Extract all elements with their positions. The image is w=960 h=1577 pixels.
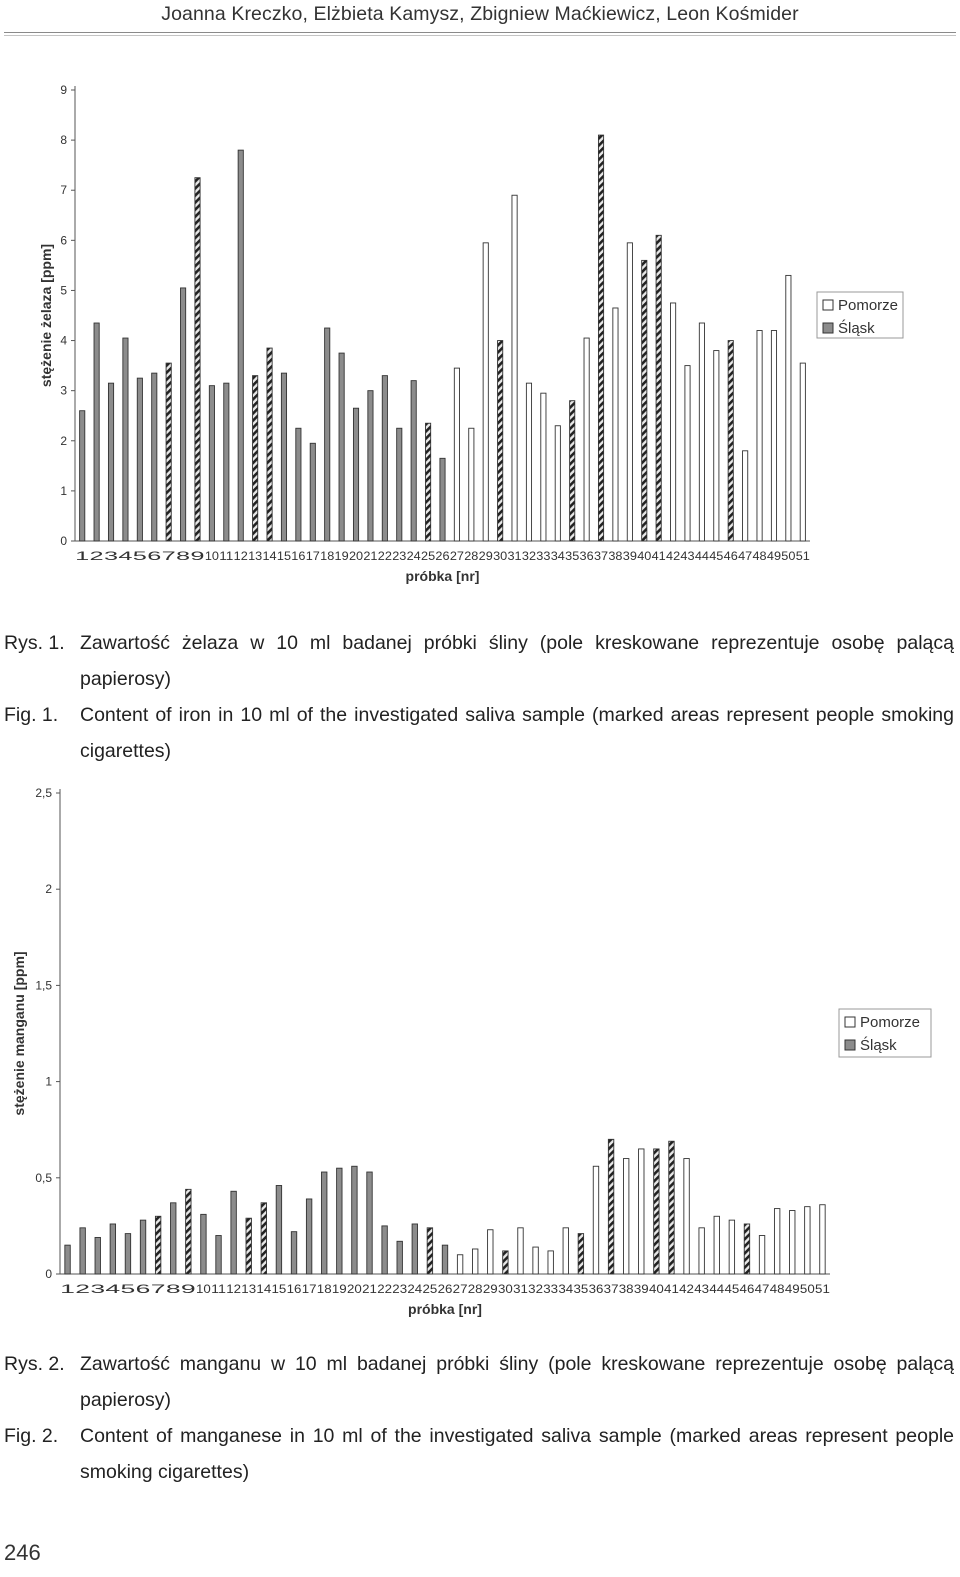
bar-sample-27: [457, 1255, 462, 1274]
x-tick-label: 26: [437, 1284, 453, 1296]
x-tick-label: 40: [637, 551, 652, 563]
x-tick-label: 1: [60, 1284, 75, 1296]
y-tick-label: 0: [45, 1267, 52, 1281]
x-tick-label: 48: [769, 1284, 785, 1296]
bar-sample-44: [714, 1216, 719, 1274]
x-tick-label: 9: [190, 551, 205, 563]
bar-sample-38: [613, 308, 618, 541]
bar-sample-24: [412, 1224, 417, 1274]
x-tick-label: 32: [521, 551, 537, 563]
bar-sample-41: [656, 235, 661, 541]
bar-sample-21: [368, 391, 373, 541]
figure1-caption: [4, 625, 954, 769]
x-tick-label: 15: [276, 551, 292, 563]
y-tick-label: 5: [60, 283, 67, 298]
figure2-caption: [4, 1346, 954, 1490]
x-tick-label: 44: [694, 551, 710, 563]
bar-sample-6: [140, 1220, 145, 1274]
x-tick-label: 33: [536, 551, 551, 563]
legend-label: Pomorze: [860, 1014, 921, 1031]
bar-sample-37: [608, 1139, 613, 1274]
x-tick-label: 8: [165, 1284, 181, 1296]
x-tick-label: 20: [347, 1284, 362, 1296]
rys2-label: Rys. 2.: [4, 1353, 65, 1375]
y-tick-label: 1: [45, 1074, 52, 1089]
x-tick-label: 26: [435, 551, 450, 563]
x-tick-label: 23: [392, 551, 407, 563]
y-tick-label: 7: [60, 183, 67, 198]
x-tick-label: 24: [407, 1284, 423, 1296]
x-tick-label: 12: [226, 1284, 242, 1296]
bar-sample-50: [786, 275, 791, 541]
x-tick-label: 50: [799, 1284, 815, 1296]
x-tick-label: 6: [135, 1284, 151, 1296]
bar-sample-7: [155, 1216, 160, 1274]
bar-sample-14: [261, 1203, 266, 1274]
x-tick-label: 35: [573, 1284, 589, 1296]
y-tick-label: 2: [45, 882, 52, 897]
bar-sample-45: [714, 351, 719, 541]
x-tick-label: 42: [666, 551, 681, 563]
x-tick-label: 22: [377, 1284, 393, 1296]
bar-sample-34: [563, 1228, 568, 1274]
x-tick-label: 23: [392, 1284, 408, 1296]
x-tick-label: 17: [301, 1284, 317, 1296]
legend-label: Śląsk: [838, 320, 875, 337]
x-tick-label: 11: [219, 551, 234, 563]
bar-sample-34: [555, 426, 560, 541]
legend-swatch-p: [845, 1017, 855, 1027]
x-tick-label: 48: [752, 551, 767, 563]
x-tick-label: 10: [196, 1284, 211, 1296]
bar-sample-32: [526, 383, 531, 541]
x-tick-label: 2: [89, 551, 104, 563]
bar-sample-30: [503, 1251, 508, 1274]
x-tick-label: 14: [262, 551, 278, 563]
bar-sample-45: [729, 1220, 734, 1274]
x-tick-label: 1: [75, 551, 90, 563]
x-tick-label: 33: [543, 1284, 559, 1296]
y-tick-label: 1,5: [35, 978, 52, 993]
x-tick-label: 4: [118, 551, 134, 563]
rys2-text: Zawartość manganu w 10 ml badanej próbki śliny (pole kreskowane reprezentuje osobę palącą papierosy): [80, 1353, 954, 1411]
x-tick-label: 3: [103, 551, 119, 563]
bar-sample-13: [253, 376, 258, 541]
x-tick-label: 7: [161, 551, 176, 563]
bar-sample-1: [65, 1245, 70, 1274]
bar-sample-15: [281, 373, 286, 541]
bar-sample-49: [771, 331, 776, 541]
bar-sample-11: [224, 383, 229, 541]
y-tick-label: 2,5: [35, 786, 52, 800]
x-tick-label: 24: [406, 551, 422, 563]
x-tick-label: 27: [452, 1284, 468, 1296]
x-tick-label: 27: [449, 551, 464, 563]
x-tick-label: 30: [493, 551, 508, 563]
bar-sample-40: [642, 260, 647, 541]
bar-sample-33: [541, 393, 546, 541]
x-axis-title: próbka [nr]: [405, 568, 480, 584]
x-tick-label: 15: [271, 1284, 287, 1296]
bar-sample-16: [291, 1232, 296, 1274]
bar-sample-5: [137, 378, 142, 541]
bar-sample-10: [201, 1214, 206, 1274]
bar-sample-17: [306, 1199, 311, 1274]
bar-sample-47: [759, 1236, 764, 1274]
x-tick-label: 34: [558, 1284, 574, 1296]
legend: [817, 292, 903, 338]
x-tick-label: 2: [75, 1284, 91, 1296]
x-tick-label: 39: [622, 551, 637, 563]
x-tick-label: 41: [664, 1284, 679, 1296]
y-tick-label: 0: [60, 534, 67, 548]
bar-sample-2: [80, 1228, 85, 1274]
bar-sample-42: [670, 303, 675, 541]
x-tick-label: 38: [608, 551, 623, 563]
x-tick-label: 29: [478, 551, 493, 563]
bar-sample-32: [533, 1247, 538, 1274]
bar-sample-6: [152, 373, 157, 541]
y-tick-label: 6: [60, 233, 67, 248]
bar-sample-14: [267, 348, 272, 541]
bar-sample-49: [790, 1211, 795, 1274]
y-tick-label: 3: [60, 383, 67, 398]
x-tick-label: 51: [815, 1284, 830, 1296]
bar-sample-15: [276, 1185, 281, 1274]
x-tick-label: 32: [528, 1284, 543, 1296]
iron-bar-chart: [0, 0, 960, 600]
x-tick-label: 28: [464, 551, 479, 563]
bar-sample-30: [498, 341, 503, 541]
bar-sample-13: [246, 1218, 251, 1274]
x-tick-label: 38: [618, 1284, 634, 1296]
bar-sample-12: [238, 150, 243, 541]
manganese-bar-chart: [0, 780, 960, 1340]
bar-sample-24: [411, 381, 416, 541]
page-number: 246: [4, 1540, 41, 1565]
bar-sample-9: [195, 178, 200, 541]
bar-sample-26: [442, 1245, 447, 1274]
bar-sample-42: [684, 1159, 689, 1274]
bar-sample-25: [425, 423, 430, 541]
bar-sample-9: [186, 1189, 191, 1274]
bar-sample-28: [472, 1249, 477, 1274]
x-tick-label: 17: [305, 551, 320, 563]
bar-sample-38: [623, 1159, 628, 1274]
x-axis-title: próbka [nr]: [408, 1301, 482, 1317]
x-tick-label: 19: [331, 1284, 347, 1296]
legend-swatch-s: [823, 323, 833, 333]
x-tick-label: 6: [147, 551, 162, 563]
bar-sample-33: [548, 1251, 553, 1274]
bar-sample-43: [699, 1228, 704, 1274]
x-tick-label: 49: [784, 1284, 800, 1296]
x-tick-label: 45: [709, 551, 724, 563]
x-tick-label: 44: [709, 1284, 725, 1296]
x-tick-label: 36: [579, 551, 594, 563]
x-tick-label: 28: [467, 1284, 483, 1296]
bar-sample-25: [427, 1228, 432, 1274]
bar-sample-19: [337, 1168, 342, 1274]
bar-sample-7: [166, 363, 171, 541]
x-tick-label: 42: [679, 1284, 694, 1296]
x-tick-label: 11: [211, 1284, 226, 1296]
bar-sample-29: [488, 1230, 493, 1274]
x-tick-label: 34: [550, 551, 566, 563]
bar-sample-48: [774, 1209, 779, 1274]
bar-sample-26: [440, 458, 445, 541]
fig1-label: Fig. 1.: [4, 704, 59, 726]
x-tick-label: 21: [362, 1284, 377, 1296]
bar-sample-41: [669, 1141, 674, 1274]
x-tick-label: 10: [204, 551, 219, 563]
bar-sample-37: [598, 135, 603, 541]
x-tick-label: 19: [334, 551, 349, 563]
bar-sample-11: [216, 1236, 221, 1274]
bar-sample-8: [171, 1203, 176, 1274]
x-tick-label: 41: [651, 551, 666, 563]
legend: [839, 1009, 931, 1057]
x-tick-label: 4: [105, 1284, 122, 1296]
x-tick-label: 20: [348, 551, 364, 563]
bar-sample-43: [685, 366, 690, 541]
y-tick-label: 1: [60, 483, 67, 498]
bar-sample-3: [95, 1237, 100, 1274]
bar-sample-22: [382, 376, 387, 541]
bar-sample-1: [80, 411, 85, 541]
x-tick-label: 13: [241, 1284, 257, 1296]
x-tick-label: 14: [256, 1284, 272, 1296]
x-tick-label: 21: [363, 551, 378, 563]
bar-sample-50: [805, 1207, 810, 1274]
bar-sample-35: [570, 401, 575, 541]
bar-sample-29: [483, 243, 488, 541]
rys1-text: Zawartość żelaza w 10 ml badanej próbki śliny (pole kreskowane reprezentuje osobę palącą papierosy): [80, 632, 954, 690]
bar-sample-22: [382, 1226, 387, 1274]
x-tick-label: 51: [795, 551, 810, 563]
y-tick-label: 4: [60, 333, 67, 348]
x-tick-label: 39: [633, 1284, 649, 1296]
x-tick-label: 50: [781, 551, 796, 563]
x-tick-label: 40: [648, 1284, 664, 1296]
bar-sample-46: [744, 1224, 749, 1274]
x-tick-label: 46: [739, 1284, 755, 1296]
y-tick-label: 2: [60, 433, 67, 448]
x-tick-label: 3: [90, 1284, 106, 1296]
x-tick-label: 45: [724, 1284, 740, 1296]
x-tick-label: 43: [680, 551, 695, 563]
x-tick-label: 18: [316, 1284, 332, 1296]
bar-sample-18: [321, 1172, 326, 1274]
x-tick-label: 37: [593, 551, 609, 563]
bar-sample-3: [108, 383, 113, 541]
rys1-label: Rys. 1.: [4, 632, 65, 654]
bar-sample-51: [800, 363, 805, 541]
bar-sample-35: [578, 1234, 583, 1274]
x-tick-label: 25: [421, 551, 436, 563]
legend-swatch-p: [823, 300, 833, 310]
bar-sample-39: [627, 243, 632, 541]
y-tick-label: 0,5: [35, 1170, 52, 1185]
bar-sample-28: [469, 428, 474, 541]
bar-sample-2: [94, 323, 99, 541]
bar-sample-36: [584, 338, 589, 541]
x-tick-label: 46: [723, 551, 738, 563]
fig2-label: Fig. 2.: [4, 1425, 59, 1447]
bar-sample-20: [352, 1166, 357, 1274]
bar-sample-31: [512, 195, 517, 541]
bar-sample-44: [699, 323, 704, 541]
bar-sample-46: [728, 341, 733, 541]
x-tick-label: 16: [286, 1284, 302, 1296]
x-tick-label: 36: [588, 1284, 604, 1296]
bar-sample-4: [110, 1224, 115, 1274]
bar-sample-48: [757, 331, 762, 541]
bar-sample-51: [820, 1205, 825, 1274]
legend-label: Pomorze: [838, 297, 899, 314]
x-tick-label: 31: [513, 1284, 528, 1296]
bar-sample-19: [339, 353, 344, 541]
x-tick-label: 43: [694, 1284, 710, 1296]
y-tick-label: 9: [60, 83, 67, 97]
bar-sample-23: [397, 428, 402, 541]
x-tick-label: 5: [120, 1284, 136, 1296]
x-tick-label: 16: [291, 551, 306, 563]
bar-sample-27: [454, 368, 459, 541]
bar-sample-31: [518, 1228, 523, 1274]
x-tick-label: 7: [150, 1284, 166, 1296]
bar-sample-17: [310, 443, 315, 541]
x-tick-label: 22: [377, 551, 392, 563]
bar-sample-5: [125, 1234, 130, 1274]
fig2-text: Content of manganese in 10 ml of the investigated saliva sample (marked areas represent people smoking cigarettes): [80, 1425, 954, 1483]
authors-line: Joanna Kreczko, Elżbieta Kamysz, Zbigniew Maćkiewicz, Leon Kośmider: [161, 3, 799, 25]
y-tick-label: 8: [60, 133, 67, 148]
bar-sample-8: [180, 288, 185, 541]
bar-sample-12: [231, 1191, 236, 1274]
x-tick-label: 47: [754, 1284, 770, 1296]
x-tick-label: 31: [507, 551, 522, 563]
y-axis-title: stężenie manganu [ppm]: [11, 951, 27, 1116]
x-tick-label: 5: [132, 551, 147, 563]
x-tick-label: 37: [603, 1284, 619, 1296]
x-tick-label: 12: [233, 551, 248, 563]
x-tick-label: 8: [176, 551, 191, 563]
bar-sample-23: [397, 1241, 402, 1274]
x-tick-label: 35: [565, 551, 580, 563]
x-tick-label: 9: [180, 1284, 196, 1296]
x-tick-label: 25: [422, 1284, 438, 1296]
x-tick-label: 18: [320, 551, 335, 563]
x-tick-label: 30: [497, 1284, 513, 1296]
x-tick-label: 29: [482, 1284, 498, 1296]
bar-sample-21: [367, 1172, 372, 1274]
x-tick-label: 49: [766, 551, 782, 563]
bar-sample-40: [654, 1149, 659, 1274]
bar-sample-20: [353, 408, 358, 541]
legend-label: Śląsk: [860, 1037, 897, 1054]
bar-sample-10: [209, 386, 214, 541]
bar-sample-39: [639, 1149, 644, 1274]
bar-sample-36: [593, 1166, 598, 1274]
bar-sample-4: [123, 338, 128, 541]
x-tick-label: 13: [248, 551, 263, 563]
bar-sample-47: [743, 451, 748, 541]
legend-swatch-s: [845, 1040, 855, 1050]
x-tick-label: 47: [738, 551, 753, 563]
bar-sample-18: [325, 328, 330, 541]
bar-sample-16: [296, 428, 301, 541]
y-axis-title: stężenie żelaza [ppm]: [38, 243, 54, 388]
fig1-text: Content of iron in 10 ml of the investigated saliva sample (marked areas represent people smoking cigarettes): [80, 704, 954, 762]
